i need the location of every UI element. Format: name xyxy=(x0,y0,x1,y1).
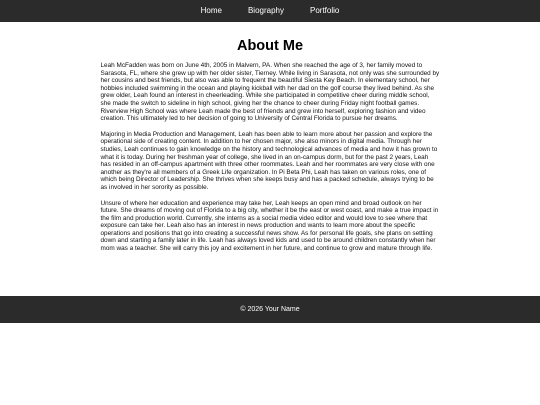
main-content xyxy=(101,22,440,253)
bio-paragraph-future: Unsure of where her education and experience may take her, Leah keeps an open mind and broad outlook on her future. She dreams of moving out of Florida to a big city, whether it be the east or west coast, and make a true impact in the film and production world. Currently, she interns as a social media video editor and would love to see where that exposure can take her. Leah also has an interest in news production and wants to learn more about the specific operations and positions that go into creating a successful news show. As for personal life goals, she plans on settling down and starting a family later in life. Leah has always loved kids and used to be around children constantly when her mom was a teacher. She will carry this joy and excitement in her future, and continue to grow and mature through life. xyxy=(100,199,439,253)
footer xyxy=(0,296,540,323)
bio-paragraph-education: Majoring in Media Production and Management, Leah has been able to learn more about her passion and explore the operational side of creating content. In addition to her chosen major, she also minors in digital media. Through her studies, Leah continues to gain knowledge on the history and technological advances of media and how it has grown to what it is today. During her freshman year of college, she lived in an on-campus dorm, but for the past 2 years, Leah has resided in an off-campus apartment with three other roommates. Leah and her roommates are very close with one another as they're all members of a Greek Life organization. In Pi Beta Phi, Leah has taken on various roles, one of which being Director of Leadership. She thrives when she keeps busy and has a packed schedule, always trying to be as involved in her sorority as possible. xyxy=(100,130,438,191)
nav-link-home[interactable]: Home xyxy=(200,6,222,15)
page-background-below-footer xyxy=(0,323,540,405)
top-navigation xyxy=(0,0,540,22)
nav-link-biography[interactable]: Biography xyxy=(247,6,284,15)
footer-copyright: © 2026 Your Name xyxy=(240,306,300,313)
nav-link-portfolio[interactable]: Portfolio xyxy=(310,6,340,15)
page-title: About Me xyxy=(236,38,304,54)
bio-paragraph-early-life: Leah McFadden was born on June 4th, 2005 in Malvern, PA. When she reached the age of 3, her family moved to Sarasota, FL, where she grew up with her older sister, Tierney. While living in Sarasota, not only was she surrounded by her cousins and best friends, but also was able to frequent the beautiful Siesta Key Beach. In elementary school, her hobbies included swimming in the ocean and playing kickball with her dad on the golf course they lived behind. As she grew older, Leah found an interest in cheerleading. While she participated in competitive cheer during middle school, she made the switch to sideline in high school, giving her the chance to cheer during Friday night football games. Riverview High School was where Leah made the best of friends and grew into herself, exploring fashion and video creation. This ultimately led to her decision of going to University of Central Florida to pursue her dreams. xyxy=(100,62,440,123)
